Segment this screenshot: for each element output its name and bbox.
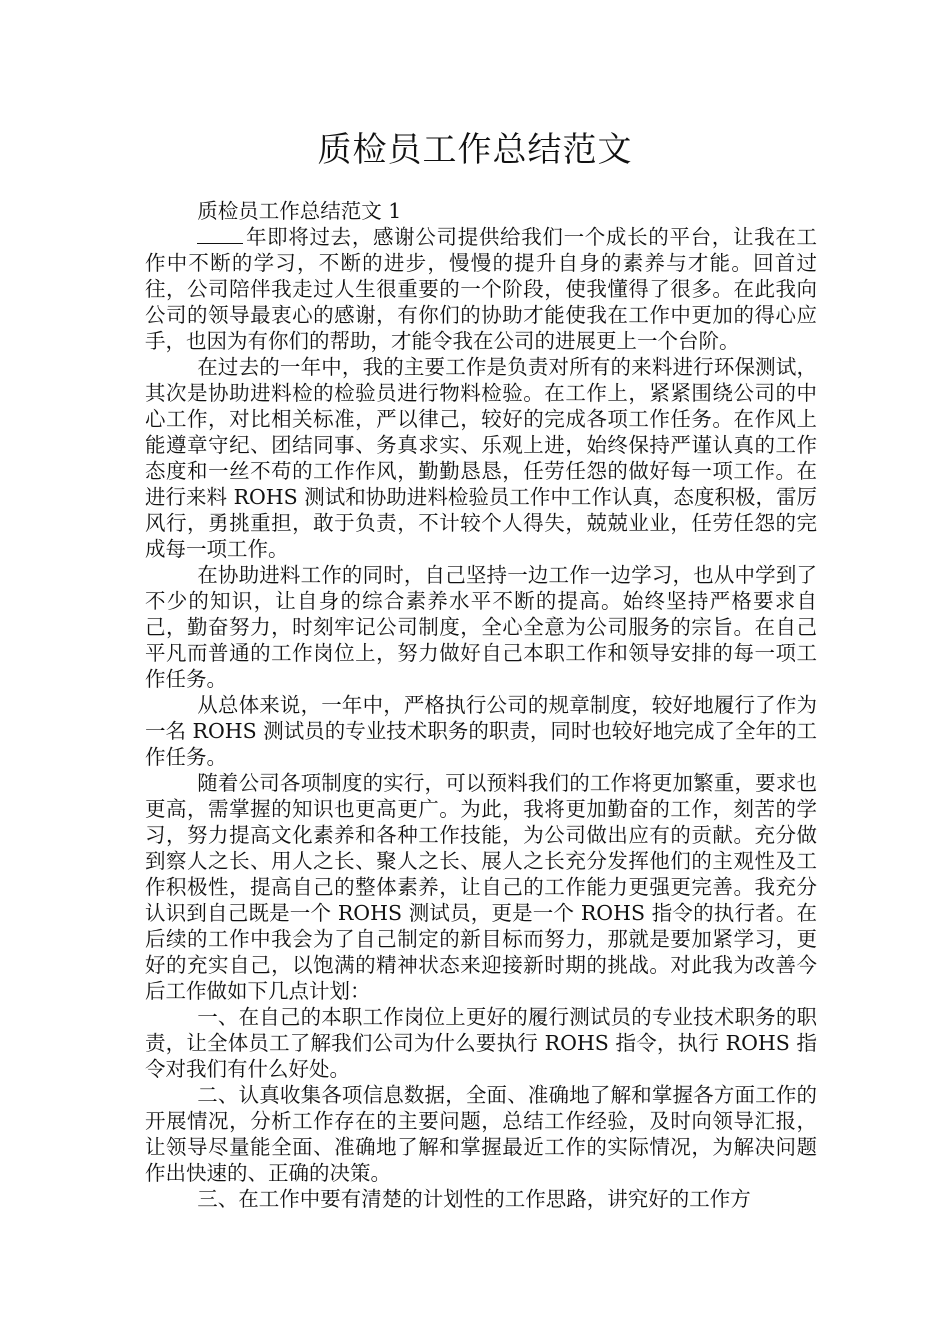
paragraph-5: 随着公司各项制度的实行，可以预料我们的工作将更加繁重，要求也更高，需掌握的知识也更高更广。为此，我将更加勤奋的工作，刻苦的学习，努力提高文化素养和各种工作技能，为公司做出应有的贡献。充分做到察人之长、用人之长、聚人之长、展人之长充分发挥他们的主观性及工作积极性，提高自己的整体素养，让自己的工作能力更强更完善。我充分认识到自己既是一个 ROHS 测试员，更是一个 ROHS 指令的执行者。在后续的工作中我会为了自己制定的新目标而努力，那就是要加紧学习，更好的充实自己，以饱满的精神状态来迎接新时期的挑战。对此我为改善今后工作做如下几点计划： <box>145 771 817 1003</box>
document-title: 质检员工作总结范文 <box>317 130 633 170</box>
paragraph-1-text: 年即将过去，感谢公司提供给我们一个成长的平台，让我在工作中不断的学习，不断的进步，慢慢的提升自身的素养与才能。回首过往，公司陪伴我走过人生很重要的一个阶段，使我懂得了很多。在此我向公司的领导最衷心的感谢，有你们的协助才能使我在工作中更加的得心应手，也因为有你们的帮助，才能令我在公司的进展更上一个台阶。 <box>145 225 817 353</box>
paragraph-3: 在协助进料工作的同时，自己坚持一边工作一边学习，也从中学到了不少的知识，让自身的综合素养水平不断的提高。始终坚持严格要求自己，勤奋努力，时刻牢记公司制度，全心全意为公司服务的宗旨。在自己平凡而普通的工作岗位上，努力做好自己本职工作和领导安排的每一项工作任务。 <box>145 563 817 691</box>
section-heading: 质检员工作总结范文 1 <box>197 199 402 223</box>
document-body <box>145 198 817 1212</box>
paragraph-8: 三、在工作中要有清楚的计划性的工作思路，讲究好的工作方 <box>197 1187 751 1211</box>
paragraph-2: 在过去的一年中，我的主要工作是负责对所有的来料进行环保测试，其次是协助进料检的检验员进行物料检验。在工作上，紧紧围绕公司的中心工作，对比相关标准，严以律己，较好的完成各项工作任务。在作风上能遵章守纪、团结同事、务真求实、乐观上进，始终保持严谨认真的工作态度和一丝不苟的工作作风，勤勤恳恳，任劳任怨的做好每一项工作。在进行来料 ROHS 测试和协助进料检验员工作中工作认真，态度积极，雷厉风行，勇挑重担，敢于负责，不计较个人得失，兢兢业业，任劳任怨的完成每一项工作。 <box>145 355 817 561</box>
paragraph-7: 二、认真收集各项信息数据，全面、准确地了解和掌握各方面工作的开展情况，分析工作存在的主要问题，总结工作经验，及时向领导汇报，让领导尽量能全面、准确地了解和掌握最近工作的实际情况，为解决问题作出快速的、正确的决策。 <box>145 1083 817 1185</box>
paragraph-6: 一、在自己的本职工作岗位上更好的履行测试员的专业技术职务的职责，让全体员工了解我们公司为什么要执行 ROHS 指令，执行 ROHS 指令对我们有什么好处。 <box>145 1005 817 1081</box>
paragraph-4: 从总体来说，一年中，严格执行公司的规章制度，较好地履行了作为一名 ROHS 测试员的专业技术职务的职责，同时也较好地完成了全年的工作任务。 <box>145 693 817 769</box>
paragraph-1 <box>145 224 817 354</box>
fill-in-blank <box>197 225 243 244</box>
